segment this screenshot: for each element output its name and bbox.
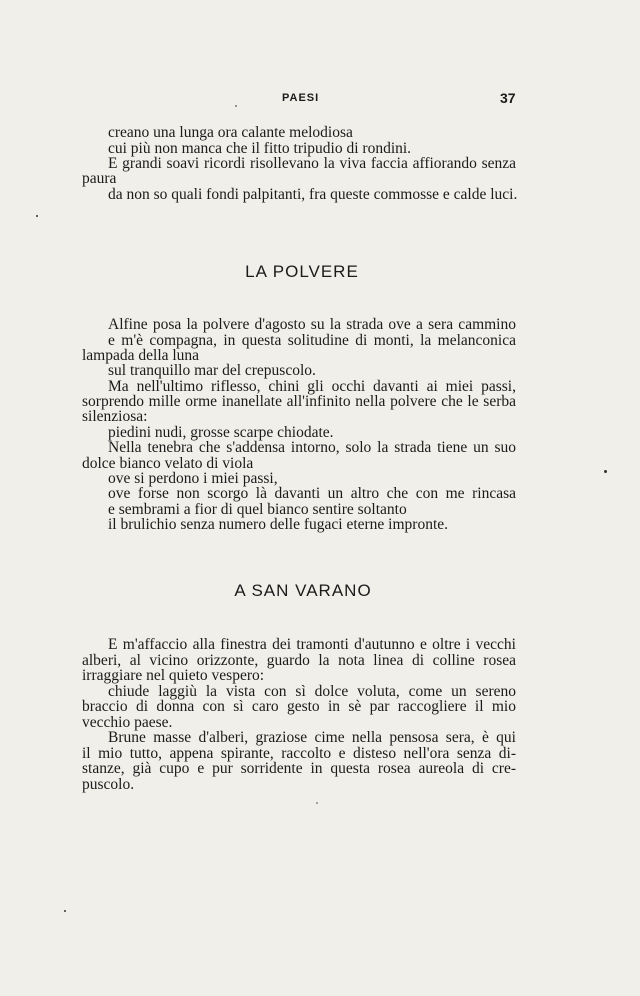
scan-speck: [316, 802, 318, 804]
text-line: stanze, già cupo e pur sorridente in questa rosea aureola di cre-: [82, 761, 516, 777]
text-line: silenziosa:: [82, 408, 148, 425]
section-title-a-san-varano: A SAN VARANO: [234, 581, 372, 600]
running-head: [0, 92, 640, 108]
text-line: Nella tenebra che s'addensa intorno, solo la strada tiene un suo: [108, 440, 516, 456]
text-line: paura: [82, 170, 117, 187]
page-number: 37: [500, 90, 516, 106]
text-line: sorprendo mille orme inanellate all'infinito nella polvere che le serba: [82, 394, 516, 410]
text-line: piedini nudi, grosse scarpe chiodate.: [108, 424, 334, 441]
scan-speck: [36, 215, 38, 217]
scan-speck: [64, 910, 66, 912]
running-title: PAESI: [282, 92, 320, 104]
text-line: ove forse non scorgo là davanti un altro che con me rincasa: [108, 486, 516, 502]
text-line: il brulichio senza numero delle fugaci eterne impronte.: [108, 516, 449, 533]
text-line: creano una lunga ora calante melodiosa: [108, 124, 353, 141]
text-line: irraggiare nel quieto vespero:: [82, 667, 265, 684]
text-line: e m'è compagna, in questa solitudine di monti, la melanconica: [108, 333, 516, 349]
text-line: e sembrami a fior di quel bianco sentire soltanto: [108, 501, 407, 518]
text-line: cui più non manca che il fitto tripudio di rondini.: [108, 140, 412, 157]
text-line: Alfine posa la polvere d'agosto su la strada ove a sera cammino: [108, 317, 516, 333]
text-line: chiude laggiù la vista con sì dolce voluta, come un sereno: [108, 684, 516, 700]
text-line: alberi, al vicino orizzonte, guardo la nota linea di colline rosea: [82, 653, 516, 669]
text-line: lampada della luna: [82, 347, 200, 364]
text-line: da non so quali fondi palpitanti, fra queste commosse e calde luci.: [108, 186, 518, 203]
section-title-la-polvere: LA POLVERE: [245, 262, 359, 281]
scan-speck: [604, 470, 607, 473]
text-line: dolce bianco velato di viola: [82, 455, 254, 472]
text-line: sul tranquillo mar del crepuscolo.: [108, 362, 316, 379]
text-line: il mio tutto, appena spirante, raccolto e disteso nell'ora senza di-: [82, 746, 516, 762]
text-line: vecchio paese.: [82, 714, 173, 731]
text-line: Ma nell'ultimo riflesso, chini gli occhi davanti ai miei passi,: [108, 379, 516, 395]
text-line: ove si perdono i miei passi,: [108, 470, 278, 487]
text-line: E m'affaccio alla finestra dei tramonti d'autunno e oltre i vecchi: [108, 637, 516, 653]
text-line: braccio di donna con sì caro gesto in sè par raccogliere il mio: [82, 699, 516, 715]
text-line: E grandi soavi ricordi risollevano la viva faccia affiorando senza: [108, 156, 516, 172]
scan-speck: [235, 105, 237, 107]
text-line: Brune masse d'alberi, graziose cime nella pensosa sera, è qui: [108, 730, 516, 746]
text-line: puscolo.: [82, 776, 135, 793]
